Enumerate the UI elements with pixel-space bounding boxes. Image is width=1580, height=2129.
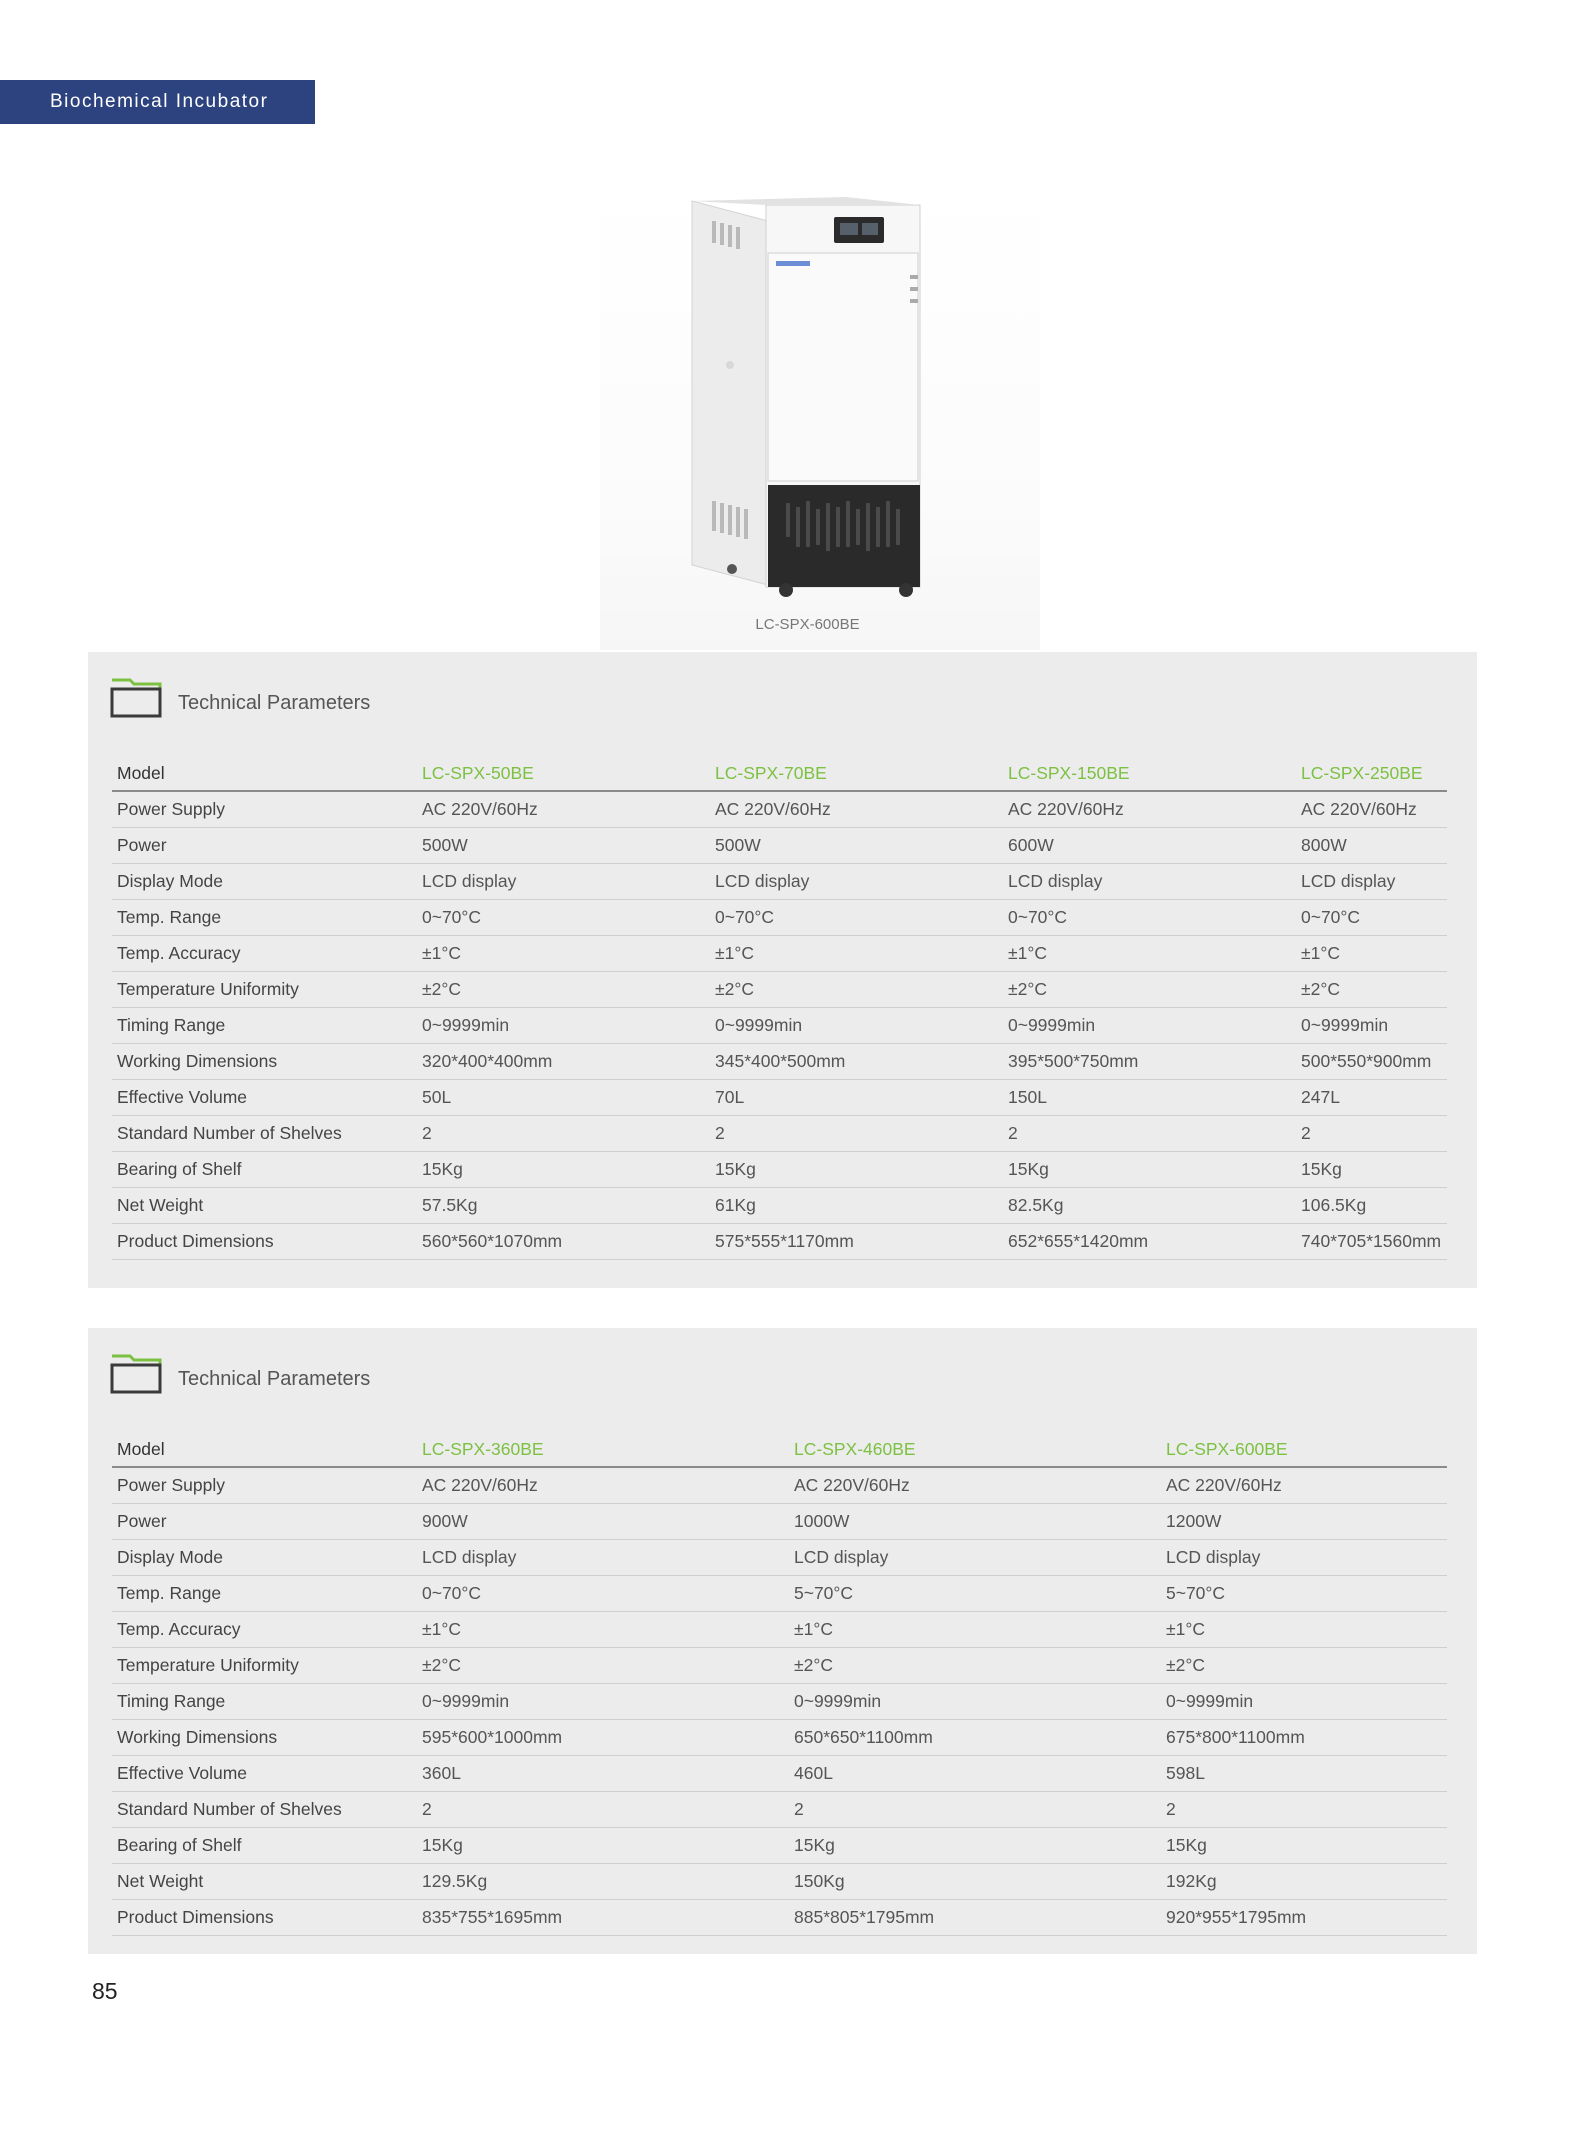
table-cell: 15Kg xyxy=(789,1828,1161,1864)
table-cell: 15Kg xyxy=(1003,1152,1296,1188)
table-cell: AC 220V/60Hz xyxy=(417,791,710,828)
table-cell: 15Kg xyxy=(710,1152,1003,1188)
panel-title: Technical Parameters xyxy=(178,1368,371,1390)
row-label: Working Dimensions xyxy=(112,1720,417,1756)
table-row xyxy=(112,1828,1447,1864)
table-cell: 395*500*750mm xyxy=(1003,1044,1296,1080)
table-cell: ±1°C xyxy=(1296,936,1447,972)
row-label: Display Mode xyxy=(112,1540,417,1576)
table-cell: 595*600*1000mm xyxy=(417,1720,789,1756)
table-cell: ±2°C xyxy=(1296,972,1447,1008)
table-row xyxy=(112,1720,1447,1756)
table-cell: ±1°C xyxy=(1003,936,1296,972)
table-row xyxy=(112,1648,1447,1684)
column-header-model-name: LC-SPX-360BE xyxy=(417,1424,789,1467)
table-cell: 150L xyxy=(1003,1080,1296,1116)
table-cell: 320*400*400mm xyxy=(417,1044,710,1080)
table-cell: AC 220V/60Hz xyxy=(417,1467,789,1504)
table-cell: 2 xyxy=(1296,1116,1447,1152)
row-label: Timing Range xyxy=(112,1008,417,1044)
table-cell: ±1°C xyxy=(417,1612,789,1648)
parameters-table xyxy=(112,1424,1447,1936)
table-cell: 0~9999min xyxy=(1296,1008,1447,1044)
table-cell: 106.5Kg xyxy=(1296,1188,1447,1224)
table-cell: 0~9999min xyxy=(1161,1684,1447,1720)
row-label: Net Weight xyxy=(112,1864,417,1900)
table-cell: 15Kg xyxy=(417,1152,710,1188)
row-label: Temp. Accuracy xyxy=(112,1612,417,1648)
row-label: Effective Volume xyxy=(112,1080,417,1116)
column-header-model: Model xyxy=(112,748,417,791)
table-cell: 0~70°C xyxy=(710,900,1003,936)
column-header-model-name: LC-SPX-70BE xyxy=(710,748,1003,791)
technical-parameters-panel-2 xyxy=(88,1328,1477,1954)
table-cell: ±1°C xyxy=(417,936,710,972)
table-row xyxy=(112,1152,1447,1188)
folder-icon xyxy=(110,676,162,718)
table-row xyxy=(112,1576,1447,1612)
table-cell: 15Kg xyxy=(1296,1152,1447,1188)
page-number: 85 xyxy=(92,1978,118,2004)
table-cell: 2 xyxy=(1003,1116,1296,1152)
column-header-model: Model xyxy=(112,1424,417,1467)
table-cell: 0~70°C xyxy=(417,900,710,936)
table-row xyxy=(112,791,1447,828)
row-label: Working Dimensions xyxy=(112,1044,417,1080)
table-cell: 500*550*900mm xyxy=(1296,1044,1447,1080)
row-label: Power xyxy=(112,1504,417,1540)
table-cell: 57.5Kg xyxy=(417,1188,710,1224)
table-cell: ±1°C xyxy=(789,1612,1161,1648)
row-label: Effective Volume xyxy=(112,1756,417,1792)
table-cell: 885*805*1795mm xyxy=(789,1900,1161,1936)
column-header-model-name: LC-SPX-460BE xyxy=(789,1424,1161,1467)
table-cell: 15Kg xyxy=(417,1828,789,1864)
table-cell: AC 220V/60Hz xyxy=(789,1467,1161,1504)
parameters-table xyxy=(112,748,1447,1260)
column-header-model-name: LC-SPX-150BE xyxy=(1003,748,1296,791)
table-cell: 598L xyxy=(1161,1756,1447,1792)
table-cell: 1200W xyxy=(1161,1504,1447,1540)
table-cell: 2 xyxy=(417,1116,710,1152)
table-cell: 129.5Kg xyxy=(417,1864,789,1900)
row-label: Timing Range xyxy=(112,1684,417,1720)
table-row xyxy=(112,1008,1447,1044)
table-cell: 1000W xyxy=(789,1504,1161,1540)
table-cell: LCD display xyxy=(1296,864,1447,900)
table-cell: 82.5Kg xyxy=(1003,1188,1296,1224)
table-cell: 0~70°C xyxy=(1296,900,1447,936)
table-header-row xyxy=(112,748,1447,791)
table-cell: LCD display xyxy=(417,864,710,900)
table-cell: 2 xyxy=(710,1116,1003,1152)
table-row xyxy=(112,1612,1447,1648)
table-cell: 61Kg xyxy=(710,1188,1003,1224)
section-banner xyxy=(0,80,315,124)
table-cell: LCD display xyxy=(1161,1540,1447,1576)
table-cell: 500W xyxy=(417,828,710,864)
table-row xyxy=(112,1900,1447,1936)
panel-title: Technical Parameters xyxy=(178,692,371,714)
table-cell: 5~70°C xyxy=(789,1576,1161,1612)
table-row xyxy=(112,1044,1447,1080)
table-cell: 652*655*1420mm xyxy=(1003,1224,1296,1260)
table-row xyxy=(112,1504,1447,1540)
table-row xyxy=(112,1756,1447,1792)
row-label: Standard Number of Shelves xyxy=(112,1116,417,1152)
table-cell: 2 xyxy=(1161,1792,1447,1828)
table-cell: 675*800*1100mm xyxy=(1161,1720,1447,1756)
row-label: Temp. Range xyxy=(112,1576,417,1612)
table-cell: AC 220V/60Hz xyxy=(1003,791,1296,828)
table-row xyxy=(112,1080,1447,1116)
row-label: Temperature Uniformity xyxy=(112,1648,417,1684)
table-cell: AC 220V/60Hz xyxy=(1161,1467,1447,1504)
table-row xyxy=(112,900,1447,936)
row-label: Temp. Range xyxy=(112,900,417,936)
table-cell: 0~70°C xyxy=(417,1576,789,1612)
row-label: Display Mode xyxy=(112,864,417,900)
row-label: Bearing of Shelf xyxy=(112,1828,417,1864)
table-cell: 150Kg xyxy=(789,1864,1161,1900)
table-cell: LCD display xyxy=(417,1540,789,1576)
product-image xyxy=(600,185,1040,650)
table-row xyxy=(112,1188,1447,1224)
table-cell: ±2°C xyxy=(417,972,710,1008)
table-cell: 835*755*1695mm xyxy=(417,1900,789,1936)
table-row xyxy=(112,1864,1447,1900)
table-row xyxy=(112,972,1447,1008)
table-cell: ±1°C xyxy=(1161,1612,1447,1648)
table-row xyxy=(112,1684,1447,1720)
table-cell: ±2°C xyxy=(417,1648,789,1684)
table-row xyxy=(112,1467,1447,1504)
table-cell: LCD display xyxy=(1003,864,1296,900)
table-cell: 5~70°C xyxy=(1161,1576,1447,1612)
table-cell: 2 xyxy=(417,1792,789,1828)
product-caption: LC-SPX-600BE xyxy=(755,616,860,633)
table-cell: 2 xyxy=(789,1792,1161,1828)
table-cell: 15Kg xyxy=(1161,1828,1447,1864)
table-cell: LCD display xyxy=(789,1540,1161,1576)
column-header-model-name: LC-SPX-600BE xyxy=(1161,1424,1447,1467)
table-cell: AC 220V/60Hz xyxy=(1296,791,1447,828)
table-cell: 192Kg xyxy=(1161,1864,1447,1900)
table-header-row xyxy=(112,1424,1447,1467)
table-row xyxy=(112,1224,1447,1260)
table-cell: 800W xyxy=(1296,828,1447,864)
table-cell: 575*555*1170mm xyxy=(710,1224,1003,1260)
table-cell: 0~9999min xyxy=(1003,1008,1296,1044)
table-cell: 920*955*1795mm xyxy=(1161,1900,1447,1936)
row-label: Power xyxy=(112,828,417,864)
table-cell: 0~9999min xyxy=(789,1684,1161,1720)
row-label: Bearing of Shelf xyxy=(112,1152,417,1188)
row-label: Power Supply xyxy=(112,791,417,828)
table-row xyxy=(112,864,1447,900)
table-cell: ±2°C xyxy=(1161,1648,1447,1684)
row-label: Net Weight xyxy=(112,1188,417,1224)
table-cell: 0~70°C xyxy=(1003,900,1296,936)
table-cell: 345*400*500mm xyxy=(710,1044,1003,1080)
table-cell: 70L xyxy=(710,1080,1003,1116)
table-cell: ±2°C xyxy=(789,1648,1161,1684)
table-cell: 247L xyxy=(1296,1080,1447,1116)
table-row xyxy=(112,1540,1447,1576)
table-cell: 900W xyxy=(417,1504,789,1540)
table-cell: 460L xyxy=(789,1756,1161,1792)
row-label: Standard Number of Shelves xyxy=(112,1792,417,1828)
table-row xyxy=(112,1792,1447,1828)
table-cell: 360L xyxy=(417,1756,789,1792)
column-header-model-name: LC-SPX-50BE xyxy=(417,748,710,791)
table-cell: 0~9999min xyxy=(710,1008,1003,1044)
table-row xyxy=(112,828,1447,864)
table-cell: ±1°C xyxy=(710,936,1003,972)
table-row xyxy=(112,1116,1447,1152)
table-cell: 560*560*1070mm xyxy=(417,1224,710,1260)
table-cell: LCD display xyxy=(710,864,1003,900)
row-label: Product Dimensions xyxy=(112,1224,417,1260)
table-cell: 50L xyxy=(417,1080,710,1116)
section-title: Biochemical Incubator xyxy=(50,91,269,112)
table-cell: 600W xyxy=(1003,828,1296,864)
folder-icon xyxy=(110,1352,162,1394)
table-cell: 650*650*1100mm xyxy=(789,1720,1161,1756)
table-cell: ±2°C xyxy=(710,972,1003,1008)
table-row xyxy=(112,936,1447,972)
table-cell: 0~9999min xyxy=(417,1684,789,1720)
column-header-model-name: LC-SPX-250BE xyxy=(1296,748,1447,791)
table-cell: AC 220V/60Hz xyxy=(710,791,1003,828)
table-cell: ±2°C xyxy=(1003,972,1296,1008)
incubator-illustration xyxy=(600,185,1040,650)
table-cell: 500W xyxy=(710,828,1003,864)
technical-parameters-panel-1 xyxy=(88,652,1477,1288)
row-label: Temperature Uniformity xyxy=(112,972,417,1008)
row-label: Product Dimensions xyxy=(112,1900,417,1936)
table-cell: 740*705*1560mm xyxy=(1296,1224,1447,1260)
row-label: Temp. Accuracy xyxy=(112,936,417,972)
table-cell: 0~9999min xyxy=(417,1008,710,1044)
row-label: Power Supply xyxy=(112,1467,417,1504)
